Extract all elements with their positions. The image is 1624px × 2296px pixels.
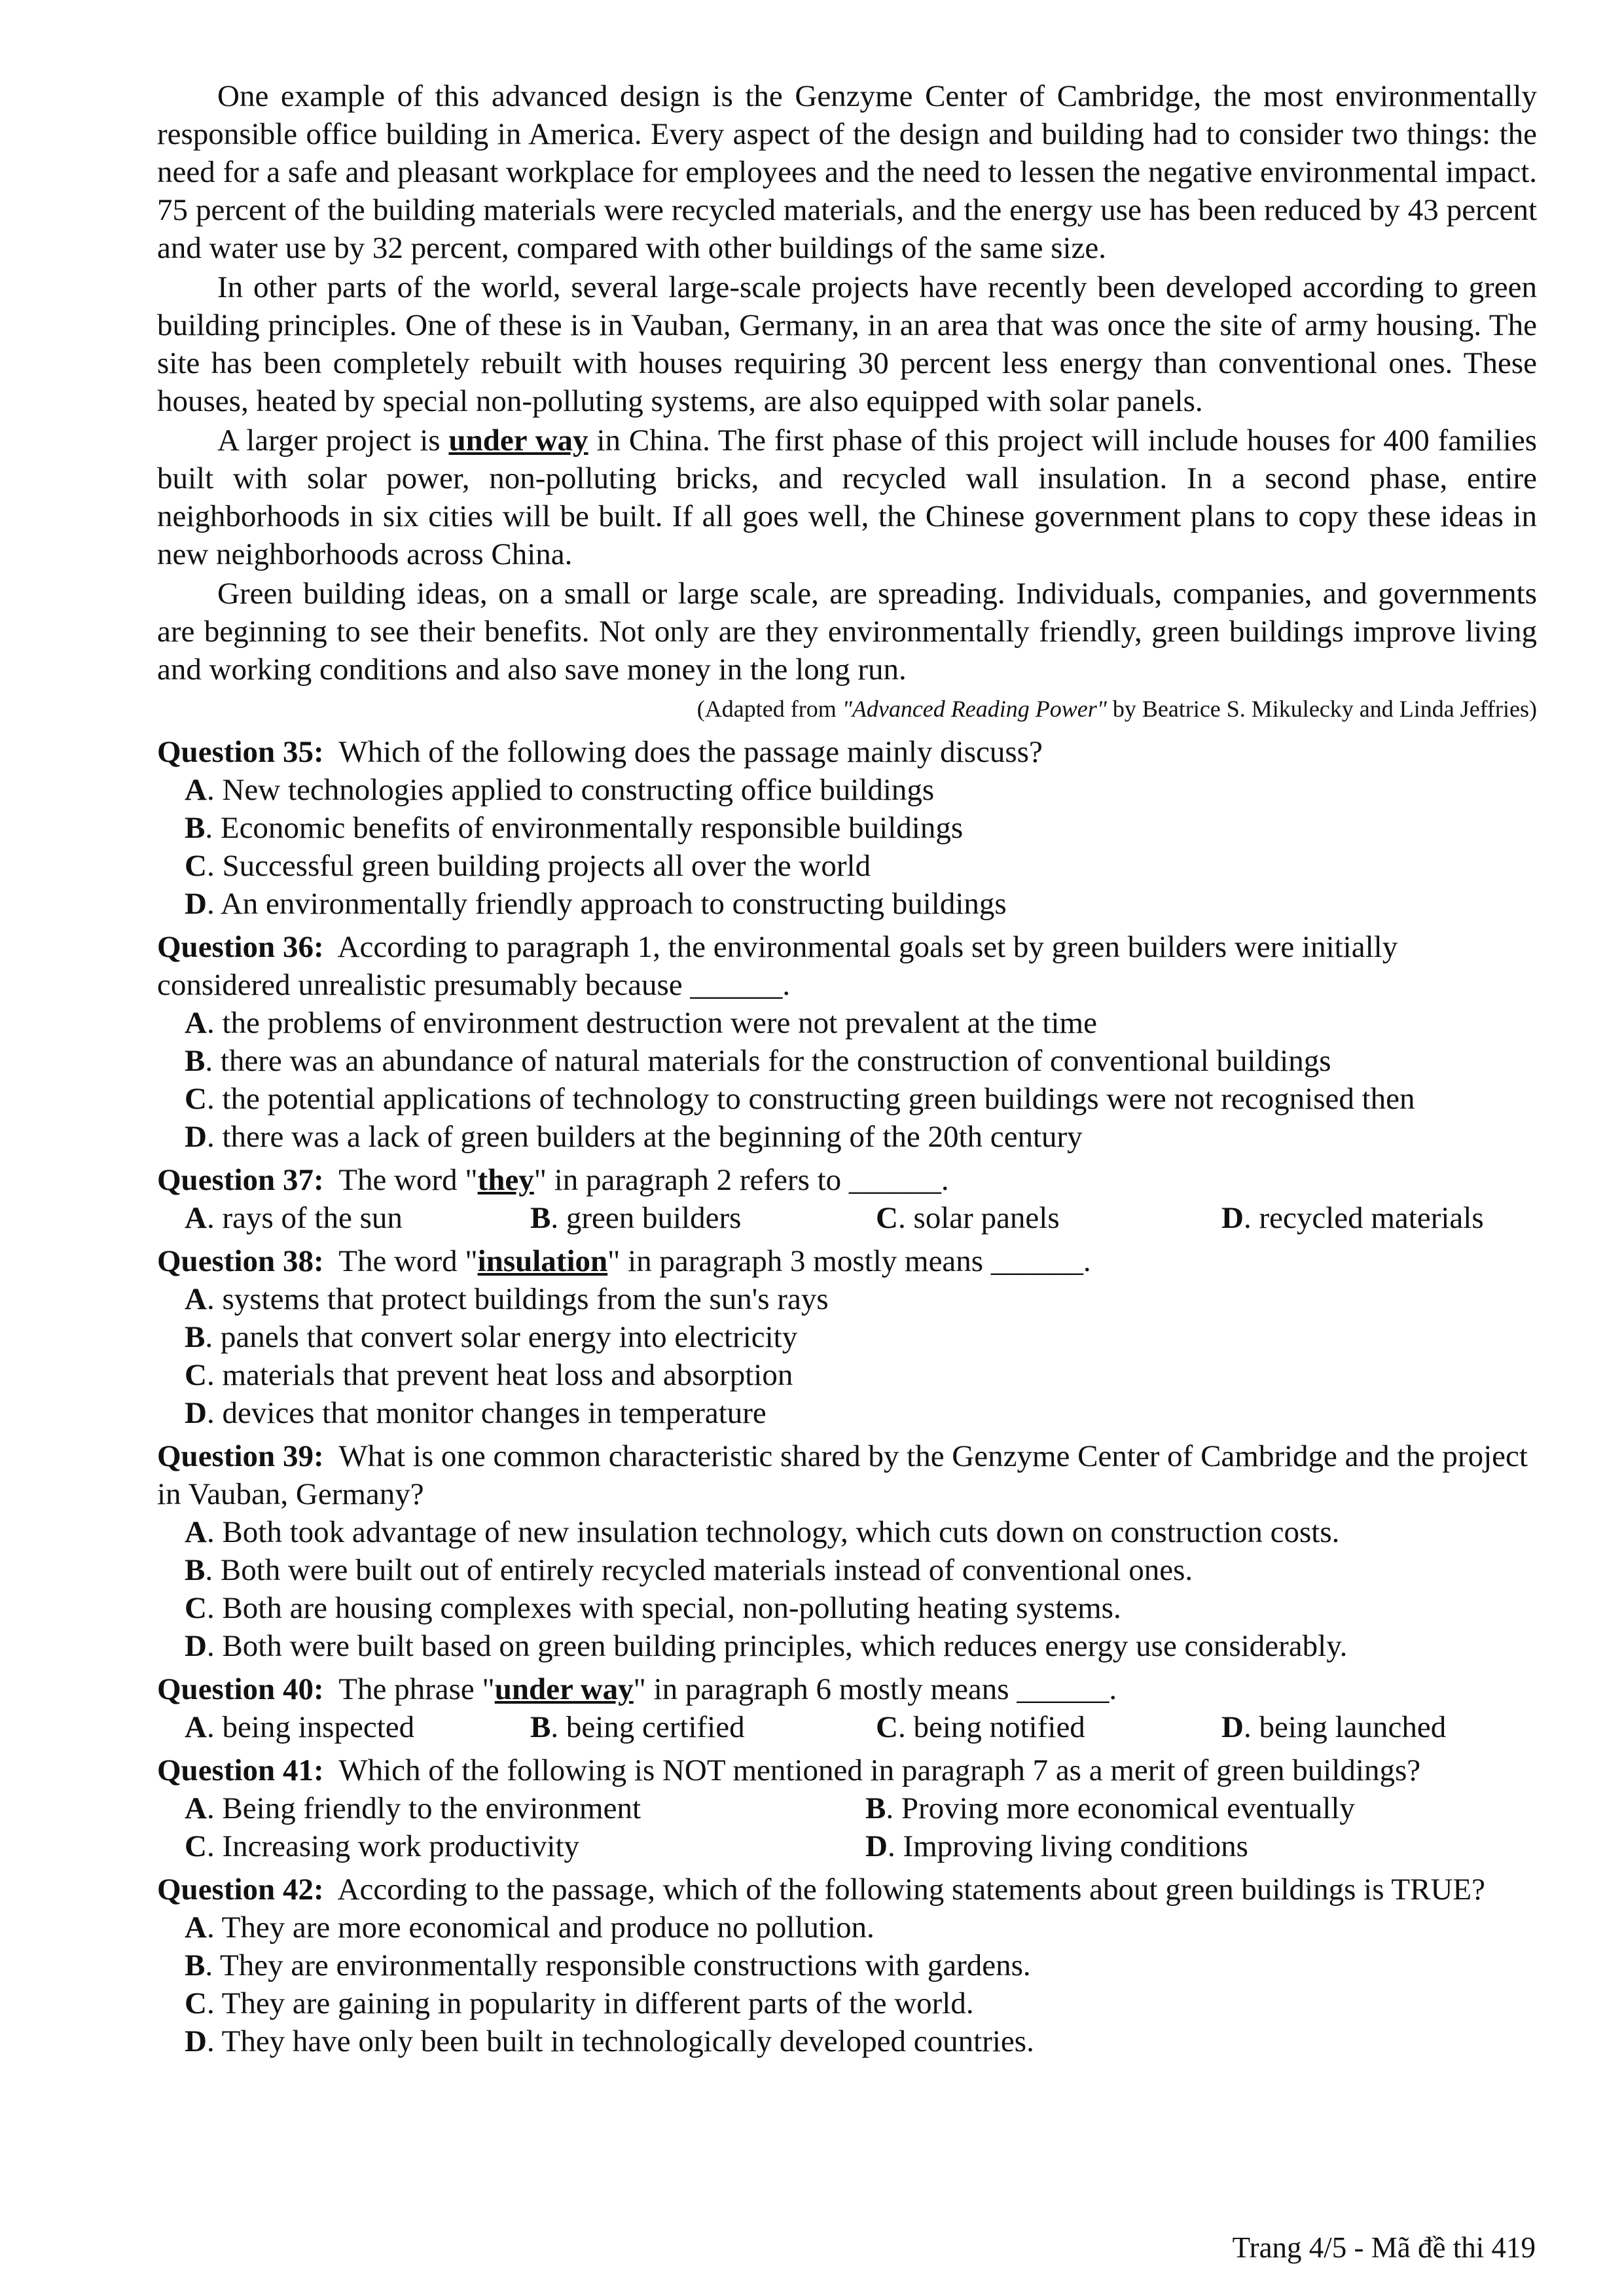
underlined-word: they <box>477 1163 534 1197</box>
option-b[interactable]: B. Both were built out of entirely recycled materials instead of conventional ones. <box>185 1553 1193 1587</box>
option-c[interactable]: C. Successful green building projects all over the world <box>185 849 871 883</box>
question-37: Question 37: The word "they" in paragraph 2 refers to ______. A. rays of the sun B. green builders C. solar panels D. recycled materials <box>157 1161 1537 1237</box>
option-d[interactable]: D. An environmentally friendly approach to constructing buildings <box>185 887 1007 921</box>
question-number: Question 38: <box>157 1244 324 1278</box>
option-c[interactable]: C. They are gaining in popularity in different parts of the world. <box>185 1986 974 2020</box>
question-39 <box>157 1437 1537 1665</box>
options-row <box>157 1199 1537 1237</box>
question-35 <box>157 733 1537 923</box>
option-c[interactable]: C. being notified <box>876 1710 1085 1744</box>
option-b[interactable]: B. They are environmentally responsible constructions with gardens. <box>185 1948 1031 1982</box>
option-b[interactable]: B. green builders <box>530 1201 742 1235</box>
question-stem: According to the passage, which of the following statements about green buildings is TRUE? <box>337 1873 1485 1907</box>
question-stem: Which of the following does the passage mainly discuss? <box>338 735 1043 769</box>
option-a[interactable]: A. Being friendly to the environment <box>185 1791 641 1825</box>
question-stem: According to paragraph 1, the environmental goals set by green builders were initially considered unrealistic presumably because ______. <box>157 930 1398 1002</box>
question-40: Question 40: The phrase "under way" in paragraph 6 mostly means ______. A. being inspected B. being certified C. being notified D. being launched <box>157 1670 1537 1746</box>
passage-paragraph-vauban: In other parts of the world, several large-scale projects have recently been developed according to green building principles. One of these is in Vauban, Germany, in an area that was once the site of army housing. The site has been completely rebuilt with houses requiring 30 percent less energy than conventional ones. These houses, heated by special non-polluting systems, are also equipped with solar panels. <box>157 270 1537 418</box>
question-38: Question 38: The word "insulation" in paragraph 3 mostly means ______. A. systems that protect buildings from the sun's rays B. panels that convert solar energy into electricity C. materials that prevent heat loss and absorption D. devices that monitor changes in temperature <box>157 1242 1537 1432</box>
options-row-1 <box>157 1789 1537 1827</box>
question-number: Question 41: <box>157 1753 324 1787</box>
option-a[interactable]: A. rays of the sun <box>185 1201 403 1235</box>
option-c[interactable]: C. materials that prevent heat loss and absorption <box>185 1358 793 1392</box>
question-stem: Which of the following is NOT mentioned in paragraph 7 as a merit of green buildings? <box>338 1753 1421 1787</box>
question-36 <box>157 928 1537 1156</box>
option-d[interactable]: D. being launched <box>1221 1710 1447 1744</box>
question-stem: What is one common characteristic shared by the Genzyme Center of Cambridge and the project in Vauban, Germany? <box>157 1439 1528 1511</box>
exam-page <box>157 77 1537 2060</box>
option-c[interactable]: C. Both are housing complexes with special, non-polluting heating systems. <box>185 1591 1121 1625</box>
question-number: Question 35: <box>157 735 324 769</box>
option-a[interactable]: A. They are more economical and produce no pollution. <box>185 1910 875 1945</box>
underlined-word: insulation <box>477 1244 608 1278</box>
option-a[interactable]: A. New technologies applied to constructing office buildings <box>185 773 935 807</box>
underlined-phrase-under-way: under way <box>448 423 588 457</box>
option-c[interactable]: C. the potential applications of technology to constructing green buildings were not recognised then <box>185 1082 1415 1116</box>
question-number: Question 40: <box>157 1672 324 1706</box>
options-row-2 <box>157 1827 1537 1865</box>
question-number: Question 37: <box>157 1163 324 1197</box>
passage-paragraph-conclusion: Green building ideas, on a small or large scale, are spreading. Individuals, companies, and governments are beginning to see their benefits. Not only are they environmentally friendly, green buildings improve living and working conditions and also save money in the long run. <box>157 577 1537 687</box>
option-d[interactable]: D. They have only been built in technologically developed countries. <box>185 2024 1034 2058</box>
option-a[interactable]: A. being inspected <box>185 1710 415 1744</box>
options-row <box>157 1708 1537 1746</box>
option-a[interactable]: A. systems that protect buildings from the sun's rays <box>185 1282 829 1316</box>
option-d[interactable]: D. recycled materials <box>1221 1201 1484 1235</box>
page-footer: Trang 4/5 - Mã đề thi 419 <box>1232 2231 1536 2264</box>
question-number: Question 39: <box>157 1439 324 1473</box>
question-41 <box>157 1751 1537 1865</box>
option-a[interactable]: A. Both took advantage of new insulation technology, which cuts down on construction costs. <box>185 1515 1340 1549</box>
option-b[interactable]: B. Proving more economical eventually <box>865 1791 1355 1825</box>
option-b[interactable]: B. there was an abundance of natural materials for the construction of conventional buildings <box>185 1044 1331 1078</box>
reading-passage <box>157 77 1537 726</box>
option-b[interactable]: B. panels that convert solar energy into electricity <box>185 1320 798 1354</box>
passage-paragraph-genzyme: One example of this advanced design is the Genzyme Center of Cambridge, the most environmentally responsible office building in America. Every aspect of the design and building had to consider two things: the need for a safe and pleasant workplace for employees and the need to lessen the negative environmental impact. 75 percent of the building materials were recycled materials, and the energy use has been reduced by 43 percent and water use by 32 percent, compared with other buildings of the same size. <box>157 79 1537 265</box>
option-d[interactable]: D. Both were built based on green building principles, which reduces energy use considerably. <box>185 1629 1348 1663</box>
option-c[interactable]: C. Increasing work productivity <box>185 1829 580 1863</box>
question-42 <box>157 1871 1537 2060</box>
option-b[interactable]: B. being certified <box>530 1710 745 1744</box>
option-d[interactable]: D. there was a lack of green builders at the beginning of the 20th century <box>185 1120 1083 1154</box>
passage-source: (Adapted from "Advanced Reading Power" by Beatrice S. Mikulecky and Linda Jeffries) <box>696 696 1537 722</box>
question-number: Question 36: <box>157 930 324 964</box>
option-a[interactable]: A. the problems of environment destruction were not prevalent at the time <box>185 1006 1097 1040</box>
passage-paragraph-china: A larger project is under way in China. The first phase of this project will include houses for 400 families built with solar power, non-polluting bricks, and recycled wall insulation. In a second phase, entire neighborhoods in six cities will be built. If all goes well, the Chinese government plans to copy these ideas in new neighborhoods across China. <box>157 423 1538 571</box>
option-d[interactable]: D. Improving living conditions <box>865 1829 1248 1863</box>
underlined-phrase: under way <box>494 1672 634 1706</box>
option-c[interactable]: C. solar panels <box>876 1201 1060 1235</box>
source-title: "Advanced Reading Power" <box>842 696 1107 722</box>
option-b[interactable]: B. Economic benefits of environmentally responsible buildings <box>185 811 964 845</box>
option-d[interactable]: D. devices that monitor changes in temperature <box>185 1396 767 1430</box>
question-number: Question 42: <box>157 1873 324 1907</box>
